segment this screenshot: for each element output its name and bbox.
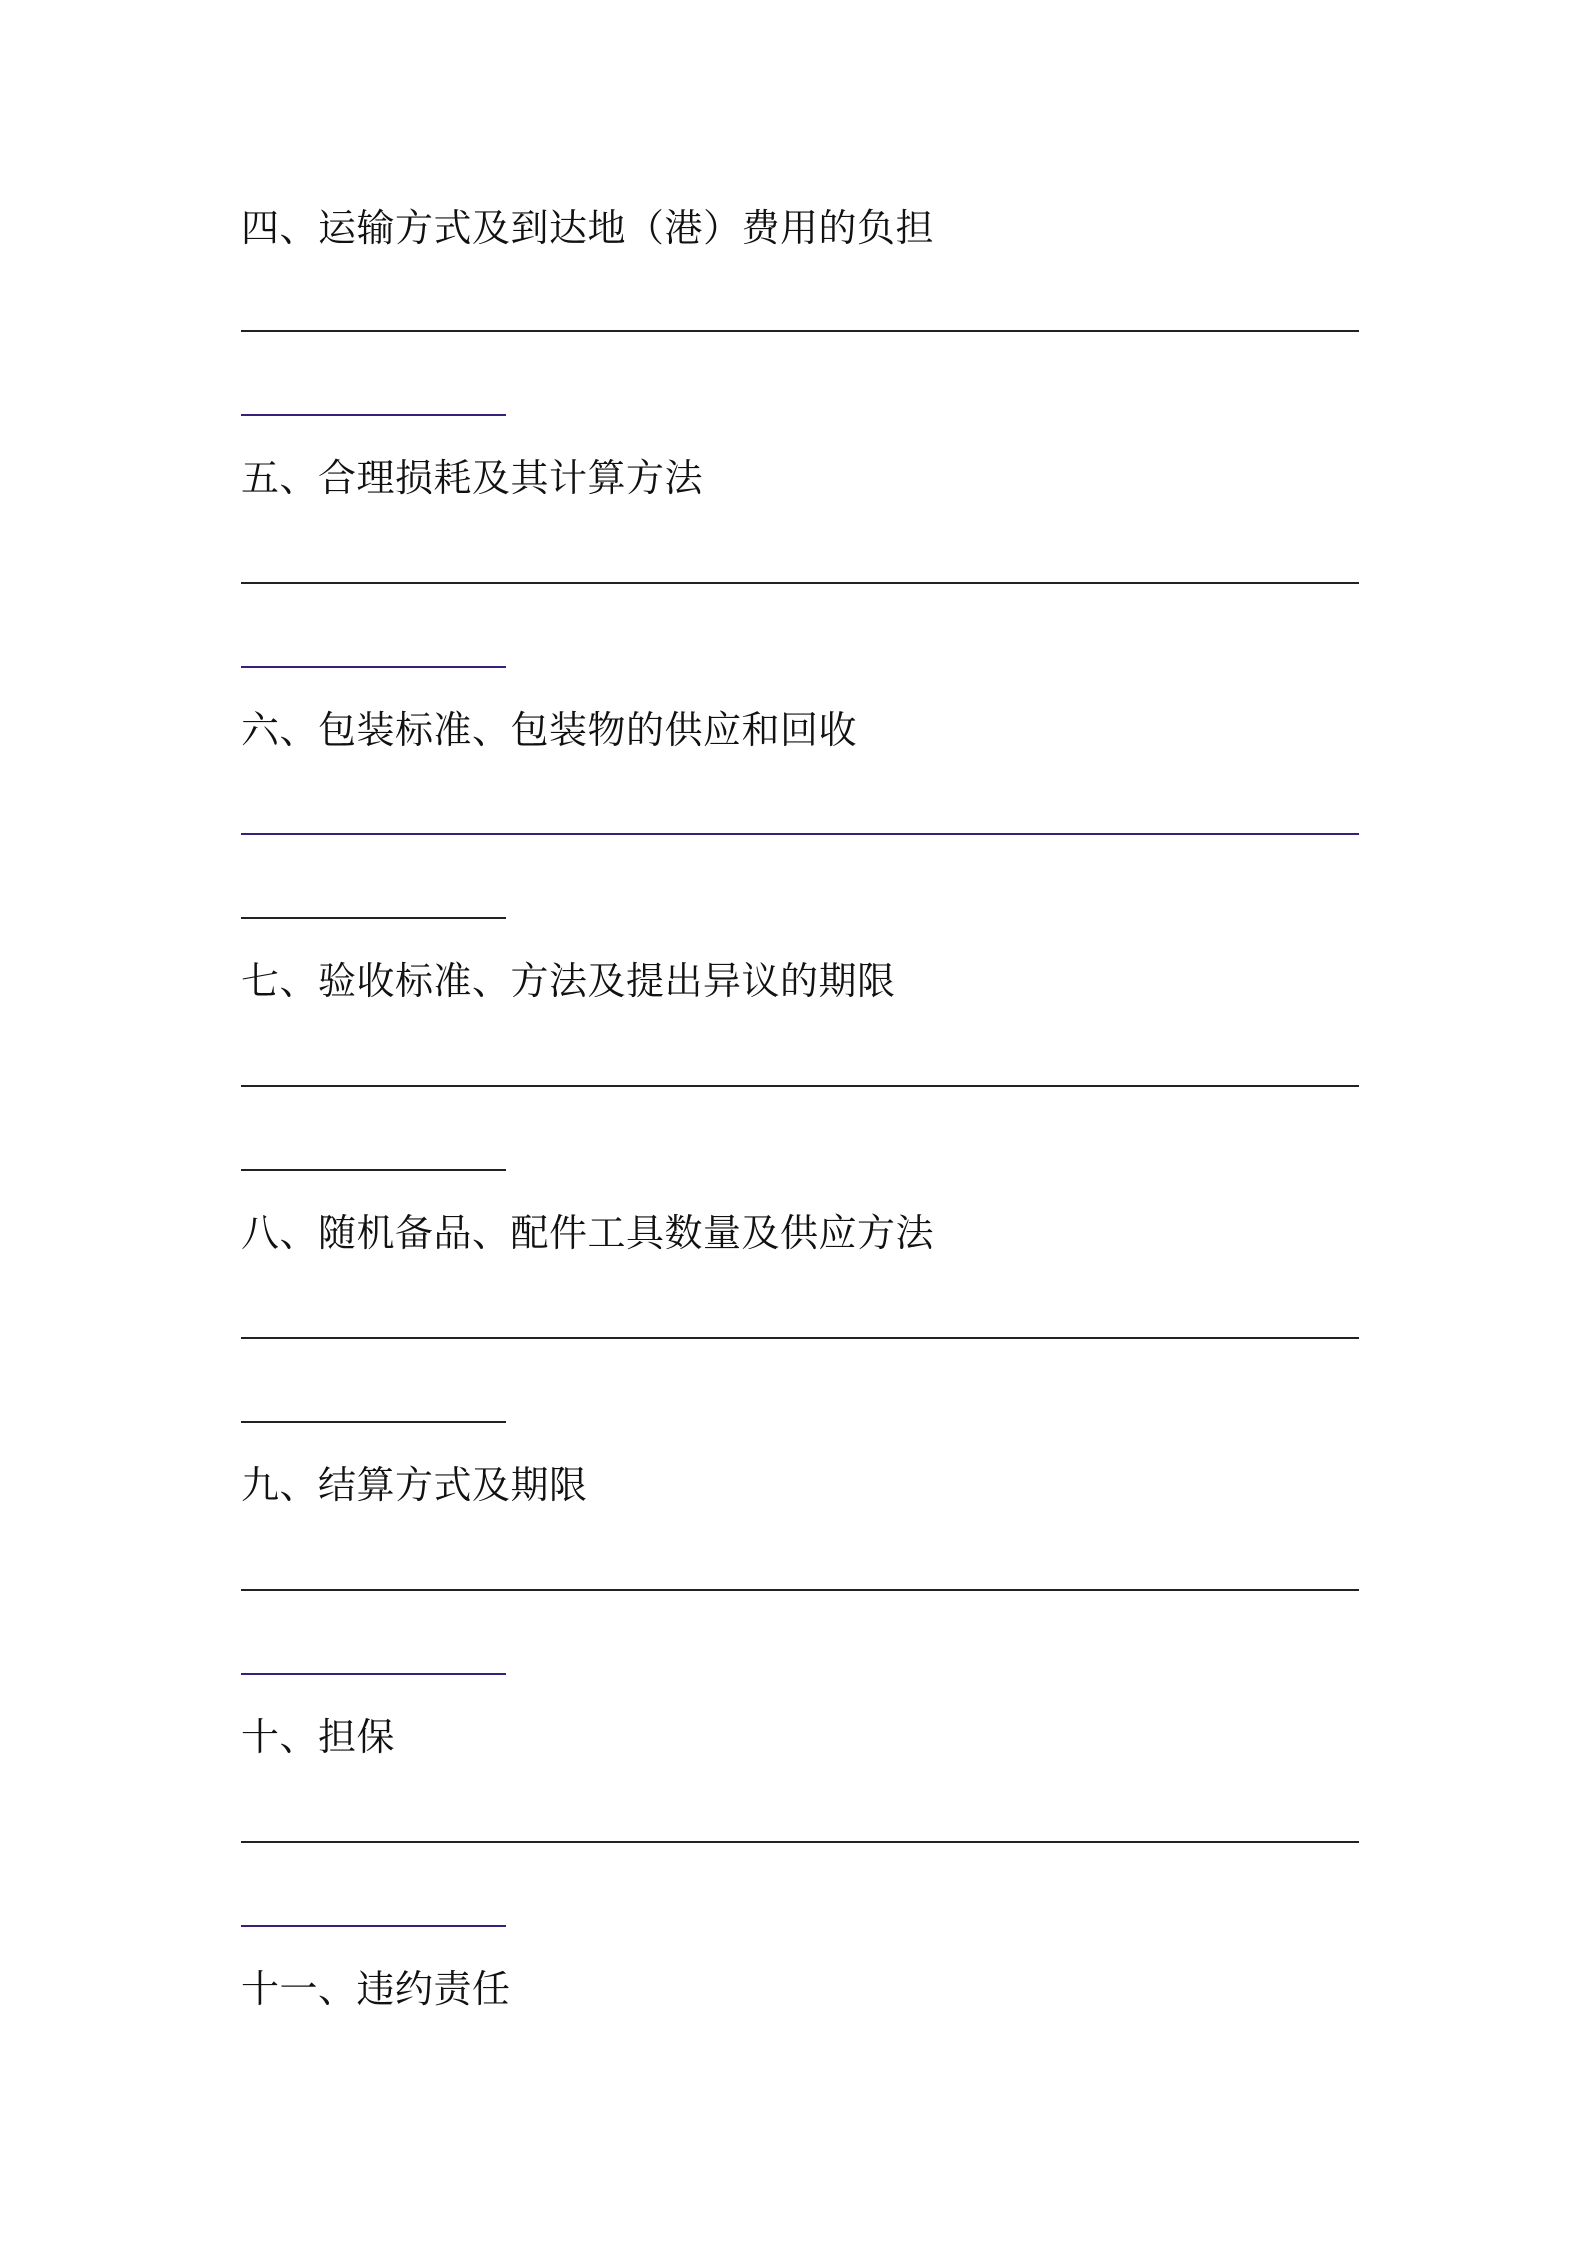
fill-in-line-full <box>241 1841 1359 1843</box>
fill-in-line-full <box>241 330 1359 332</box>
fill-in-line-short <box>241 917 506 919</box>
section-heading-6: 六、包装标准、包装物的供应和回收 <box>241 708 858 752</box>
fill-in-line-full <box>241 1085 1359 1087</box>
section-heading-10: 十、担保 <box>241 1715 396 1759</box>
section-heading-8: 八、随机备品、配件工具数量及供应方法 <box>241 1211 935 1255</box>
section-heading-9: 九、结算方式及期限 <box>241 1463 588 1507</box>
fill-in-line-short <box>241 666 506 668</box>
section-heading-4: 四、运输方式及到达地（港）费用的负担 <box>241 206 935 250</box>
fill-in-line-short <box>241 1925 506 1927</box>
fill-in-line-full <box>241 582 1359 584</box>
section-heading-11: 十一、违约责任 <box>241 1967 511 2011</box>
section-heading-7: 七、验收标准、方法及提出异议的期限 <box>241 959 896 1003</box>
section-heading-5: 五、合理损耗及其计算方法 <box>241 456 704 500</box>
fill-in-line-short <box>241 1421 506 1423</box>
fill-in-line-short <box>241 1169 506 1171</box>
fill-in-line-short <box>241 1673 506 1675</box>
fill-in-line-full <box>241 1589 1359 1591</box>
fill-in-line-short <box>241 414 506 416</box>
fill-in-line-full <box>241 833 1359 835</box>
fill-in-line-full <box>241 1337 1359 1339</box>
